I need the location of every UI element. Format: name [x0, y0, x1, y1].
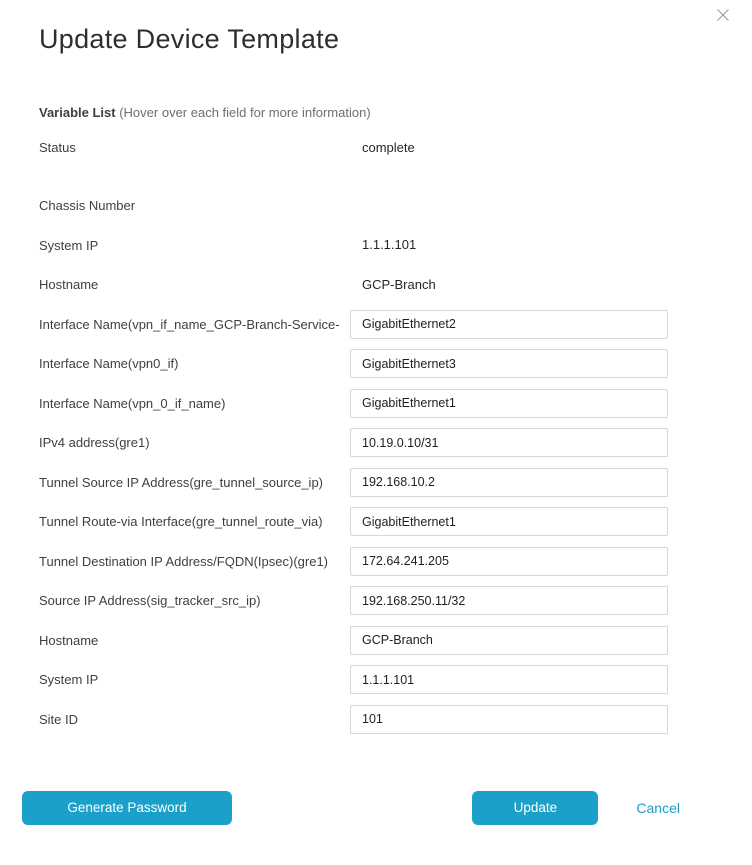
field-input[interactable] [350, 428, 668, 457]
generate-password-button[interactable]: Generate Password [22, 791, 232, 825]
field-input[interactable] [350, 626, 668, 655]
field-row [39, 428, 668, 457]
field-value-area [350, 276, 668, 294]
field-value-area [350, 547, 668, 576]
field-label: Site ID [39, 711, 79, 727]
field-input[interactable] [350, 665, 668, 694]
field-value-area [350, 586, 668, 615]
field-label: Tunnel Source IP Address(gre_tunnel_source_ip) [39, 474, 324, 490]
field-label: Status [39, 140, 76, 155]
field-value-area [350, 665, 668, 694]
close-icon[interactable] [714, 6, 732, 24]
field-row [39, 468, 668, 497]
field-static-value: complete [362, 139, 415, 155]
field-row [39, 231, 668, 260]
field-value-area [350, 310, 668, 339]
field-label: Source IP Address(sig_tracker_src_ip) [39, 593, 261, 608]
field-row [39, 310, 668, 339]
field-row [39, 626, 668, 655]
variable-list-header [39, 104, 752, 121]
field-label: Interface Name(vpn_0_if_name) [39, 395, 226, 411]
field-row [39, 547, 668, 576]
variable-list-title: Variable List [39, 105, 116, 120]
field-value-area [350, 197, 668, 215]
field-row [39, 349, 668, 378]
field-value-area [350, 389, 668, 418]
field-static-value: 1.1.1.101 [362, 237, 417, 252]
field-label: System IP [39, 672, 99, 687]
field-static-value: GCP-Branch [362, 276, 436, 292]
field-row [39, 191, 668, 220]
page-title: Update Device Template [39, 24, 340, 54]
field-label: Tunnel Destination IP Address/FQDN(Ipsec)(gre1) [39, 553, 329, 569]
field-value-area [350, 236, 668, 254]
field-input[interactable] [350, 547, 668, 576]
field-input[interactable] [350, 389, 668, 418]
field-label: System IP [39, 237, 99, 253]
field-value-area [350, 507, 668, 536]
field-input[interactable] [350, 310, 668, 339]
update-button[interactable]: Update [472, 791, 598, 825]
field-input[interactable] [350, 507, 668, 536]
field-value-area [350, 139, 668, 157]
field-input[interactable] [350, 468, 668, 497]
field-value-area [350, 626, 668, 655]
field-value-area [350, 349, 668, 378]
field-label: Hostname [39, 277, 99, 292]
field-value-area [350, 428, 668, 457]
dialog-footer [0, 791, 752, 825]
field-label: Interface Name(vpn0_if) [39, 356, 179, 371]
field-label: Interface Name(vpn_if_name_GCP-Branch-Service- [39, 316, 340, 332]
field-label: Hostname [39, 632, 99, 648]
field-input[interactable] [350, 349, 668, 378]
cancel-button[interactable]: Cancel [636, 799, 680, 816]
field-label: IPv4 address(gre1) [39, 435, 150, 450]
field-input[interactable] [350, 705, 668, 734]
field-row [39, 586, 668, 615]
field-row [39, 507, 668, 536]
field-input[interactable] [350, 586, 668, 615]
field-value-area [350, 468, 668, 497]
field-row [39, 270, 668, 299]
field-row [39, 705, 668, 734]
field-row [39, 389, 668, 418]
field-row [39, 665, 668, 694]
variable-list [0, 133, 752, 734]
field-label: Chassis Number [39, 198, 136, 213]
field-value-area [350, 705, 668, 734]
variable-list-hint: (Hover over each field for more information) [119, 105, 371, 120]
field-label: Tunnel Route-via Interface(gre_tunnel_route_via) [39, 514, 323, 529]
field-row [39, 133, 668, 162]
